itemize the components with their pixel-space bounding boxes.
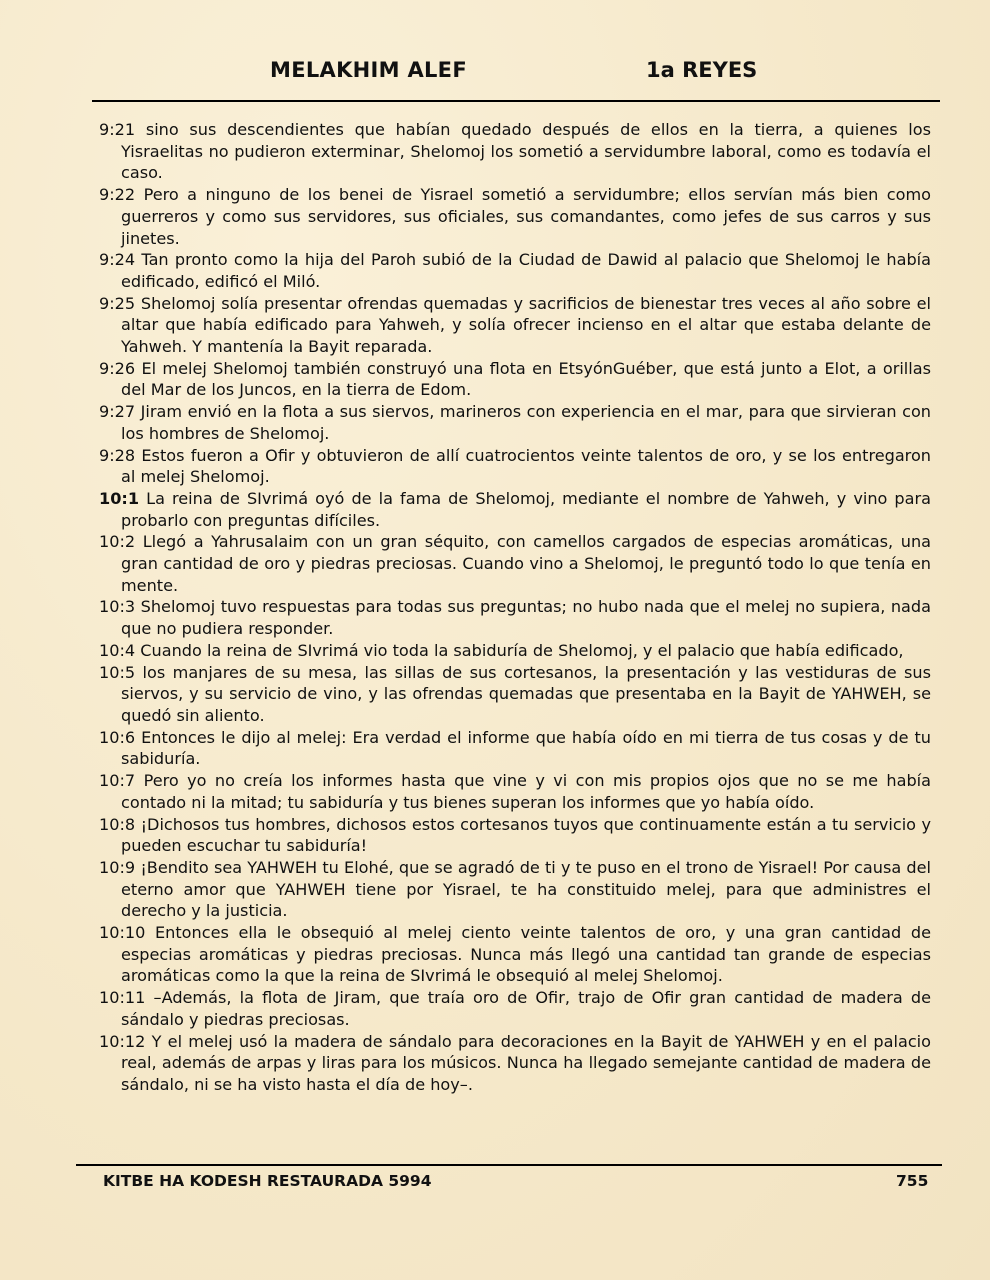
verse-ref: 10:5 [99, 662, 136, 682]
verse [99, 119, 931, 184]
verse [99, 814, 931, 857]
verse [99, 488, 931, 531]
verse-ref: 9:25 [99, 293, 136, 313]
header-rule [92, 100, 940, 102]
book-title-hebrew: MELAKHIM ALEF [270, 58, 467, 82]
verse-text: Pero yo no creía los informes hasta que vine y vi con mis propios ojos que no se me había contado ni la mitad; tu sabiduría y tus bienes superan los informes que yo había oído. [121, 771, 932, 812]
verse-ref: 10:9 [99, 857, 136, 877]
verse-ref: 10:12 [99, 1031, 146, 1051]
verse-ref: 9:26 [99, 358, 136, 378]
verse [99, 184, 931, 249]
verse-text: Entonces ella le obsequió al melej ciento veinte talentos de oro, y una gran cantidad de especias aromáticas y piedras preciosas. Nunca más llegó una cantidad tan grande de especias aromáticas como la que la reina de SIvrimá le obsequió al melej Shelomoj. [121, 923, 931, 986]
verse-ref: 10:4 [99, 640, 136, 660]
verse-text: Shelomoj tuvo respuestas para todas sus preguntas; no hubo nada que el melej no supiera, nada que no pudiera responder. [121, 597, 931, 639]
verse-ref: 10:3 [99, 597, 136, 617]
verse-list [99, 119, 931, 1096]
footer-rule [76, 1164, 942, 1166]
verse-ref: 10:8 [99, 814, 136, 834]
verse-text: Tan pronto como la hija del Paroh subió de la Ciudad de Dawid al palacio que Shelomoj le había edificado, edificó el Miló. [121, 250, 931, 291]
verse-ref: 10:7 [99, 771, 136, 791]
verse-ref: 10:11 [99, 988, 146, 1008]
verse-text: Shelomoj solía presentar ofrendas quemadas y sacrificios de bienestar tres veces al año sobre el altar que había edificado para Yahweh, y solía ofrecer incienso en el altar que estaba delante de Yahweh. Y mantenía la Bayit reparada. [121, 293, 931, 357]
verse-text: Entonces le dijo al melej: Era verdad el informe que había oído en mi tierra de tus cosas y de tu sabiduría. [121, 727, 931, 769]
verse-ref: 10:6 [99, 727, 136, 747]
verse-text: Jiram envió en la flota a sus siervos, marineros con experiencia en el mar, para que sirvieran con los hombres de Shelomoj. [121, 402, 931, 443]
verse-text: –Además, la flota de Jiram, que traía oro de Ofir, trajo de Ofir gran cantidad de madera de sándalo y piedras preciosas. [121, 988, 931, 1029]
verse-ref: 9:24 [99, 250, 136, 270]
verse [99, 922, 931, 987]
verse-text: Llegó a Yahrusalaim con un gran séquito, con camellos cargados de especias aromáticas, una gran cantidad de oro y piedras preciosas. Cuando vino a Shelomoj, le preguntó todo lo que tenía en mente. [121, 532, 931, 595]
verse [99, 596, 931, 639]
verse-text: Cuando la reina de SIvrimá vio toda la sabiduría de Shelomoj, y el palacio que había edificado, [140, 640, 904, 660]
verse [99, 987, 931, 1030]
chapter-verse-ref: 10:1 [99, 488, 140, 508]
page-number: 755 [896, 1172, 929, 1190]
verse [99, 1031, 931, 1096]
verse [99, 401, 931, 444]
verse [99, 640, 931, 662]
verse-ref: 9:21 [99, 120, 136, 139]
verse [99, 857, 931, 922]
verse-ref: 9:27 [99, 402, 136, 422]
page-header [92, 58, 940, 92]
verse-ref: 9:22 [99, 185, 136, 205]
verse [99, 293, 931, 358]
verse [99, 662, 931, 727]
verse-ref: 10:10 [99, 923, 146, 943]
verse [99, 531, 931, 596]
verse [99, 358, 931, 401]
verse-ref: 10:2 [99, 532, 136, 552]
verse-text: Y el melej usó la madera de sándalo para decoraciones en la Bayit de YAHWEH y en el palacio real, además de arpas y liras para los músicos. Nunca ha llegado semejante cantidad de madera de sándalo, ni se ha visto hasta el día de hoy–. [121, 1031, 931, 1094]
verse-text: Pero a ninguno de los benei de Yisrael sometió a servidumbre; ellos servían más bien como guerreros y como sus servidores, sus oficiales, sus comandantes, como jefes de sus carros y sus jinetes. [121, 185, 931, 248]
verse-text: ¡Bendito sea YAHWEH tu Elohé, que se agradó de ti y te puso en el trono de Yisrael! Por causa del eterno amor que YAHWEH tiene por Yisrael, te ha constituido melej, para que administres el derecho y la justicia. [121, 857, 931, 921]
verse-text: Estos fueron a Ofir y obtuvieron de allí cuatrocientos veinte talentos de oro, y se los entregaron al melej Shelomoj. [121, 445, 931, 487]
verse [99, 445, 931, 488]
verse-text: los manjares de su mesa, las sillas de sus cortesanos, la presentación y las vestiduras de sus siervos, y su servicio de vino, y las ofrendas quemadas que presentaba en la Bayit de YAHWEH, se quedó sin aliento. [121, 662, 931, 725]
verse-text: ¡Dichosos tus hombres, dichosos estos cortesanos tuyos que continuamente están a tu servicio y pueden escuchar tu sabiduría! [121, 814, 931, 856]
verse-ref: 9:28 [99, 445, 136, 465]
verse-text: sino sus descendientes que habían quedado después de ellos en la tierra, a quienes los Yisraelitas no pudieron exterminar, Shelomoj los sometió a servidumbre laboral, como es todavía el caso. [121, 120, 931, 183]
footer-publication-title: KITBE HA KODESH RESTAURADA 5994 [103, 1172, 432, 1190]
verse [99, 249, 931, 292]
verse-text: La reina de SIvrimá oyó de la fama de Shelomoj, mediante el nombre de Yahweh, y vino para probarlo con preguntas difíciles. [121, 488, 931, 530]
verse [99, 727, 931, 770]
verse [99, 770, 931, 813]
verse-text: El melej Shelomoj también construyó una flota en EtsyónGuéber, que está junto a Elot, a orillas del Mar de los Juncos, en la tierra de Edom. [121, 358, 931, 400]
book-title-spanish: 1a REYES [646, 58, 758, 82]
